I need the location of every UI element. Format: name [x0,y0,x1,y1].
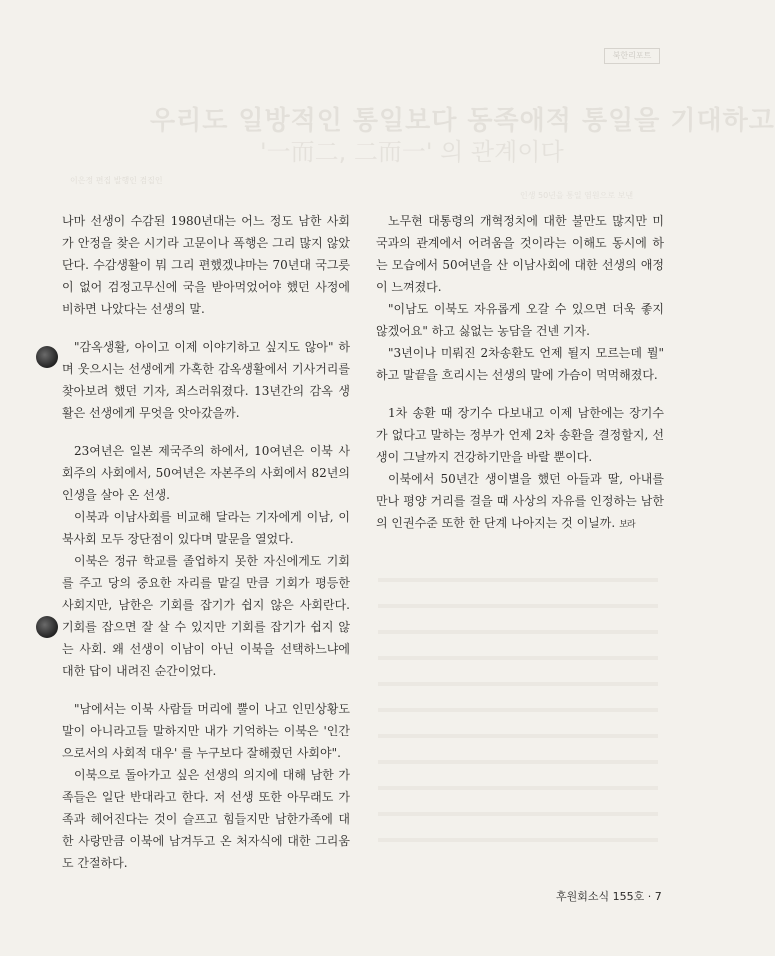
binder-hole-icon [36,616,58,638]
paragraph: 이북과 이남사회를 비교해 달라는 기자에게 이남, 이북사회 모두 장단점이 있다며 말문을 열었다. [62,510,350,546]
publication-name: 후원회소식 155호 [556,890,645,903]
right-column [376,210,664,536]
paragraph: 노무현 대통령의 개혁정치에 대한 불만도 많지만 미국과의 관계에서 어려움을 것이라는 이해도 동시에 하는 모습에서 50여년을 산 이남사회에 대한 선생의 애정이 느껴졌다. [376,214,664,294]
paragraph: 나마 선생이 수감된 1980년대는 어느 정도 남한 사회가 안정을 찾은 시기라 고문이나 폭행은 그리 많지 않았단다. 수감생활이 뭐 그리 편했겠냐마는 70년대 국그릇이 없어 검정고무신에 국을 받아먹었어야 했던 사정에 비하면 나았다는 선생의 말. [62,214,350,316]
paragraph: "이남도 이북도 자유롭게 오갈 수 있으면 더욱 좋지 않겠어요" 하고 싫없는 농담을 건넨 기자. [376,302,664,338]
paragraph: "3년이나 미뤄진 2차송환도 언제 될지 모르는데 뭘" 하고 말끝을 흐리시는 선생의 말에 가슴이 먹먹해졌다. [376,346,664,382]
paragraph: "남에서는 이북 사람들 머리에 뿔이 나고 인민상황도 말이 아니라고들 말하지만 내가 기억하는 이북은 '인간으로서의 사회적 대우' 를 누구보다 잘해줬던 사회야". [62,702,350,760]
bleed-through-byline: 이은정 편집 발행인 겸집인 [70,176,163,185]
paragraph: "감옥생활, 아이고 이제 이야기하고 싶지도 않아" 하며 웃으시는 선생에게 가혹한 감옥생활에서 기사거리를 찾아보려 했던 기자, 죄스러워졌다. 13년간의 감옥 생활은 선생에게 무엇을 앗아갔을까. [62,340,350,420]
paragraph-text: 이북에서 50년간 생이별을 했던 아들과 딸, 아내를 만나 평양 거리를 걸을 때 사상의 자유를 인정하는 남한의 인권수준 또한 한 단계 나아지는 것 이닐까. [376,472,664,530]
footer-separator: · [647,890,652,903]
paragraph: 이북으로 돌아가고 싶은 선생의 의지에 대해 남한 가족들은 일단 반대라고 한다. 저 선생 또한 아무래도 가족과 헤어진다는 것이 슬프고 힘들지만 남한가족에 대한 사랑만큼 이북에 남겨두고 온 처자식에 대한 그리움도 간절하다. [62,768,350,870]
page-footer [556,888,666,904]
paragraph: 23여년은 일본 제국주의 하에서, 10여년은 이북 사회주의 사회에서, 50여년은 자본주의 사회에서 82년의 인생을 살아 온 선생. [62,444,350,502]
binder-hole-icon [36,346,58,368]
section-tag: 북한리포트 [604,48,660,64]
bleed-through-title: 우리도 일방적인 통일보다 동족애적 통일을 기대하고 [150,106,775,136]
end-mark: 보라 [619,520,635,530]
bleed-through-text-block [378,565,658,850]
paragraph: 이북은 정규 학교를 졸업하지 못한 자신에게도 기회를 주고 당의 중요한 자리를 맡길 만큼 기회가 평등한 사회지만, 남한은 기회를 잡기가 쉽지 않은 사회란다. 기회를 잡으면 잘 살 수 있지만 기회를 잡기가 쉽지 않는 사회. 왜 선생이 이남이 아닌 이북을 선택하느냐에 대한 답이 내려진 순간이었다. [62,554,350,678]
page-number: 7 [654,890,662,903]
left-column [62,210,350,874]
paragraph: 1차 송환 때 장기수 다보내고 이제 남한에는 장기수가 없다고 말하는 정부가 언제 2차 송환을 결정할지, 선생이 그날까지 건강하기만을 바랄 뿐이다. [376,406,664,464]
paragraph [376,468,664,536]
bleed-through-subtitle: '一而二, 二而一' 의 관계이다 [260,138,564,166]
bleed-through-note: 인생 50년을 통일 염원으로 보낸 [520,191,634,200]
